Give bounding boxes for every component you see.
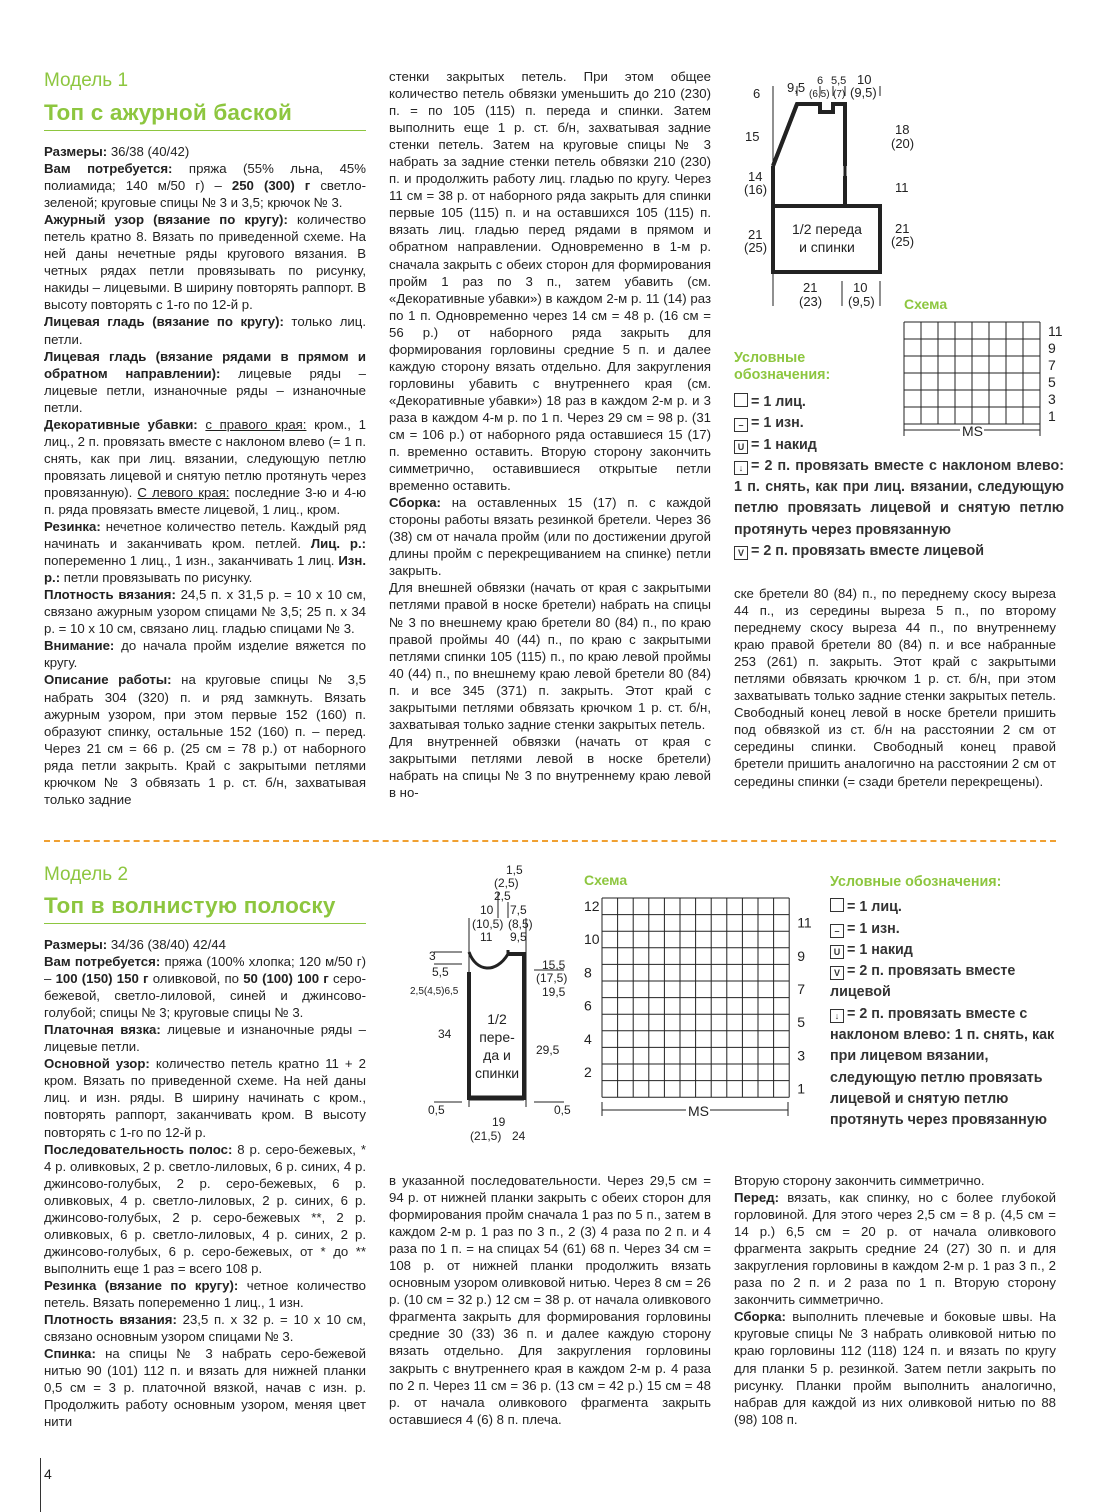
- row-number: 3: [1048, 391, 1056, 407]
- model1-label: Модель 1: [44, 70, 129, 91]
- svg-text:(21,5): (21,5): [470, 1129, 502, 1143]
- svg-text:9,5: 9,5: [510, 930, 527, 944]
- model1-legend-title: Условные обозначения:: [734, 350, 831, 383]
- svg-text:1/2: 1/2: [487, 1011, 507, 1027]
- model2-legend-item: U = 1 накид: [830, 940, 1056, 961]
- svg-text:34: 34: [438, 1027, 452, 1041]
- knit-two-together-icon: V: [830, 966, 844, 980]
- svg-text:3: 3: [429, 949, 436, 963]
- paragraph: стенки закрытых петель. При этом общее количество петель обвязки уменьшить до 210 (230) п. = по 105 (115) п. переда и спинки. Затем выполнить еще 1 р. ст. б/н, захватывая задние стенки петель. Затем на круговые спицы № 3 набрать за задние стенки петель обвязки 210 (230) п. и продолжить работу лиц. гладью по кругу. Через 11 см = 38 р. от наборного ряда закрыть для спинки первые 105 (115) п. и на оставшихся 105 (115) п. вязать лиц. гладью перед рядами в прямом и обратном направлении. Одновременно в 1-м р. сначала закрыть с обеих сторон для формирования пройм 1 раз по 3 п., затем убавить (см. «Декоративные убавки») в каждом 2-м р. 11 (14) раз по 1 п. Одновременно через 14 см = 48 р. (16 см = 56 р.) от наборного ряда закрыть для формирования горловины средние 5 п. и далее каждую сторону вязать отдельно. Для закругления горловины убавить с внутреннего края (см. «Декоративные убавки») 18 раз в каждом 2-м р. и 3 раза в каждом 4-м р. по 1 п. Через 29 см = 98 р. (31 см = 106 р.) от наборного ряда оставшиеся 15 (17) п. временно оставить. Вторую сторону закончить симметрично, оставившиеся открытые петли временно оставить.: [389, 69, 711, 494]
- model1-legend: [734, 350, 1064, 562]
- model2-title: Топ в волнистую полоску: [44, 893, 336, 918]
- svg-text:15,5: 15,5: [542, 958, 566, 972]
- knit-icon: [830, 898, 844, 912]
- svg-text:2,5: 2,5: [494, 889, 511, 903]
- knit-two-together-icon: V: [734, 546, 748, 560]
- paragraph: Лицевая гладь (вязание по кругу): только лиц. петли.: [44, 314, 366, 347]
- paragraph: Плотность вязания: 23,5 п. х 32 р. = 10 х 10 см, связано основным узором спицами № 3.: [44, 1312, 366, 1345]
- row-number-left: 2: [584, 1064, 592, 1080]
- svg-text:18: 18: [895, 122, 910, 137]
- model2-col3: [734, 1172, 1056, 1428]
- svg-text:и спинки: и спинки: [799, 239, 855, 255]
- svg-text:(9,5): (9,5): [850, 85, 877, 100]
- svg-text:14: 14: [748, 169, 763, 184]
- model2-scheme-grid: [582, 892, 812, 1122]
- svg-text:(10,5): (10,5): [472, 917, 504, 931]
- page-edge-mark: [40, 1458, 41, 1512]
- row-number-left: 4: [584, 1030, 592, 1047]
- model2-scheme-title: Схема: [584, 872, 628, 888]
- knit-icon: [734, 393, 748, 407]
- row-number-right: 9: [797, 947, 805, 964]
- model1-col2: [389, 68, 711, 801]
- model1-scheme-title: Схема: [904, 296, 948, 312]
- svg-text:(25): (25): [891, 234, 915, 249]
- row-number: 5: [1048, 374, 1056, 390]
- paragraph: Перед: вязать, как спинку, но с более глубокой горловиной. Для этого через 2,5 см = 8 р. (4,5 см = 14 р.) 6,5 см = 20 р. от начала оливкового фрагмента закрыть средние 24 (27) 30 п. и для закругления горловины в каждом 2-м р. 1 раз 3 п., 2 раза по 2 п. и 2 раза по 1 п. Вторую сторону закончить симметрично.: [734, 1190, 1056, 1308]
- paragraph: Ажурный узор (вязание по кругу): количество петель кратно 8. Вязать по приведенной схеме. На ней даны нечетные ряды кругового вязания. В четных рядах петли провязывать по рисунку, накиды – лицевыми. В ширину повторять раппорт. В высоту повторять с 1-го по 12-й р.: [44, 212, 366, 313]
- paragraph: Описание работы: на круговые спицы № 3,5 набрать 304 (320) п. и ряд замкнуть. Вязать ажурным узором, при этом первые 152 (160) п. образуют спинку, остальные 152 (160) п. – перед. Через 21 см = 66 р. (25 см = 78 р.) от наборного ряда петли закрыть. Край с закрытыми петлями крючком № 3 обвязать 1 р. ст. б/н, захватывая только задние: [44, 672, 367, 807]
- row-number-right: 5: [797, 1014, 805, 1031]
- paragraph: ске бретели 80 (84) п., по переднему скосу выреза 44 п., из середины выреза 5 п., по второму переднему скосу выреза 44 п., по внутреннему краю правой бретели 80 (84) п. и все набранные 253 (261) п. закрыть. Этот край с закрытыми петлями обвязать крючком 1 р. ст. б/н, при этом захватывать только задние стенки закрытых петель. Свободный конец левой в носке бретели пришить под обвязкой из ст. б/н на расстоянии 2 см от середины спинки. Свободный конец правой бретели пришить аналогично на расстоянии 2 см от середины спинки (= сзади бретели перекрещены).: [734, 586, 1056, 789]
- svg-text:21: 21: [803, 280, 818, 295]
- svg-text:пере-: пере-: [479, 1029, 515, 1045]
- svg-text:11: 11: [480, 930, 493, 944]
- row-number: 7: [1048, 357, 1056, 373]
- svg-text:5,5: 5,5: [432, 965, 449, 979]
- paragraph: в указанной последовательности. Через 29,5 см = 94 р. от нижней планки закрыть с обеих сторон для формирования пройм сначала 1 раз по 5 п., затем в каждом 2-м р. 1 раз по 3 п., 2 (3) 4 раза по 2 п. и 4 раза по 1 п. = на спицах 54 (61) 68 п. Через 34 см = 108 р. от нижней планки продолжить вязать основным узором оливковой нитью. Через 8 см = 26 р. (10 см = 32 р.) 12 см = 38 р. от начала оливкового фрагмента закрыть для формирования горловины средние 30 (33) 36 п. и далее каждую сторону вязать отдельно. Для закругления горловины закрыть с внутреннего края в каждом 2-м р. 4 раза по 2 п. Через 11 см = 36 р. (13 см = 42 р.) 15 см = 48 р. от начала оливкового фрагмента закрыть оставшиеся 4 (6) 8 п. плеча.: [389, 1173, 711, 1427]
- paragraph: Размеры: 36/38 (40/42): [44, 144, 190, 159]
- model1-legend-item: U = 1 накид: [734, 435, 1064, 456]
- paragraph: Основной узор: количество петель кратно 11 + 2 кром. Вязать по приведенной схеме. На ней даны лиц. и изн. ряды. В ширину начинать с кром., повторять раппорт, заканчивать кром. В высоту повторять с 1-го по 12-й р.: [44, 1056, 366, 1140]
- paragraph: Внимание: до начала пройм изделие вяжется по кругу.: [44, 638, 366, 671]
- model2-ms-label: MS: [688, 1103, 709, 1119]
- decrease-left-icon: ↓: [734, 461, 748, 475]
- row-number: 9: [1048, 340, 1056, 356]
- decrease-left-icon: ↓: [830, 1009, 844, 1023]
- model2-legend-item: = 1 лиц.: [830, 897, 1056, 918]
- svg-text:10: 10: [480, 903, 494, 917]
- model1-title: Топ с ажурной баской: [44, 100, 292, 125]
- row-number-right: 7: [797, 981, 805, 997]
- section-divider: [44, 840, 1056, 842]
- svg-text:0,5: 0,5: [428, 1103, 445, 1117]
- paragraph: Резинка (вязание по кругу): четное количество петель. Вязать попеременно 1 лиц., 1 изн.: [44, 1277, 366, 1310]
- paragraph: Лицевая гладь (вязание рядами в прямом и обратном направлении): лицевые ряды – лицевые петли, изнаночные ряды – изнаночные петли.: [44, 348, 366, 415]
- page-number: 4: [44, 1466, 52, 1482]
- row-number: 11: [1048, 323, 1063, 339]
- svg-text:10: 10: [857, 72, 872, 87]
- model1-ms-label: MS: [962, 423, 983, 439]
- svg-text:(25): (25): [744, 240, 768, 255]
- svg-text:19: 19: [492, 1115, 506, 1129]
- model2-pattern-diagram: [410, 862, 584, 1147]
- paragraph: Декоративные убавки: с правого края: кром., 1 лиц., 2 п. провязать вместе с наклоном влево (= 1 п. снять, как при лиц. вязании, следующую петлю провязать лицевой и снятую петлю протянуть через провязанную). С левого края: последние 3-ю и 4-ю п. ряда провязать вместе лицевой, 1 лиц., кром.: [44, 416, 366, 517]
- model1-legend-item: ↓ = 2 п. провязать вместе с наклоном влево: 1 п. снять, как при лиц. вязании, следующую петлю провязать лицевой и снятую петлю протянуть через провязанную: [734, 457, 1064, 538]
- paragraph: Спинка: на спицы № 3 набрать серо-бежевой нитью 90 (101) 112 п. и вязать для нижней планки 0,5 см = 3 р. платочной вязкой, начав с изн. р. Продолжить работу основным узором, меняя цвет нити: [44, 1346, 366, 1430]
- paragraph: Вам потребуется: пряжа (55% льна, 45% полиамида; 140 м/50 г) – 250 (300) г светло-зеленой; круговые спицы № 3 и 3,5; крючок № 3.: [44, 161, 366, 211]
- paragraph: Размеры: 34/36 (38/40) 42/44: [44, 937, 226, 952]
- svg-text:да и: да и: [483, 1047, 511, 1063]
- model2-legend-title: Условные обозначения:: [830, 874, 1002, 890]
- yarn-over-icon: U: [830, 945, 844, 959]
- svg-text:(17,5): (17,5): [536, 971, 568, 985]
- svg-text:0,5: 0,5: [554, 1103, 571, 1117]
- m1-dim-6: 6: [753, 86, 761, 101]
- model2-label: Модель 2: [44, 864, 129, 885]
- svg-text:1/2 переда: 1/2 переда: [792, 221, 862, 237]
- svg-text:спинки: спинки: [474, 1065, 520, 1081]
- svg-text:(7): (7): [833, 89, 846, 100]
- model2-legend: [830, 872, 1056, 1132]
- svg-text:19,5: 19,5: [542, 985, 566, 999]
- svg-text:21: 21: [748, 227, 763, 242]
- row-number: 1: [1048, 408, 1056, 424]
- yarn-over-icon: U: [734, 440, 748, 454]
- svg-text:(16): (16): [744, 182, 768, 197]
- model2-col2: [389, 1172, 711, 1428]
- paragraph: Сборка: на оставленных 15 (17) п. с каждой стороны работы вязать резинкой бретели. Через 36 (38) см от начала пройм (или по достижении другой длины пройм с перекрещиванием на спинке) петли закрыть.: [389, 495, 711, 579]
- svg-text:6: 6: [817, 75, 824, 87]
- paragraph: Для внешней обвязки (начать от края с закрытыми петлями правой в носке бретели) набрать на спицы № 3 по внешнему краю бретели 80 (84) п., по краю правой проймы 40 (44) п., по краю с закрытыми петлями спинки 105 (115) п., по краю левой проймы 40 (44) п., по внешнему краю левой бретели 80 (84) п. и все 345 (371) п. закрыть. Этот край с закрытыми петлями обвязать крючком 1 р. ст. б/н, захватывая только задние стенки закрытых петель.: [389, 580, 711, 732]
- svg-text:21: 21: [895, 221, 910, 236]
- svg-text:5,5: 5,5: [831, 75, 847, 87]
- svg-text:24: 24: [512, 1129, 526, 1143]
- m1-dim-95: 9,5: [787, 80, 806, 95]
- model1-pattern-diagram: [735, 66, 925, 316]
- paragraph: Плотность вязания: 24,5 п. х 31,5 р. = 10 х 10 см, связано ажурным узором спицами № 3,5; 25 п. х 34 р. = 10 х 10 см, связано лиц. гладью спицами № 3.: [44, 587, 366, 637]
- row-number-right: 3: [797, 1047, 805, 1064]
- model2-legend-item: ↓ = 2 п. провязать вместе с наклоном влево: 1 п. снять, как при лицевом вязании, следующую петлю провязать лицевой и снятую петлю протянуть через провязанную: [830, 1005, 1055, 1129]
- model2-col1: [44, 936, 366, 1430]
- svg-text:(20): (20): [891, 136, 915, 151]
- row-number-left: 6: [584, 997, 592, 1014]
- paragraph: Резинка: нечетное количество петель. Каждый ряд начинать и заканчивать кром. петлей. Лиц. р.: попеременно 1 лиц., 1 изн., заканчивать 1 лиц. Изн. р.: петли провязывать по рисунку.: [44, 519, 367, 586]
- model1-legend-item: V = 2 п. провязать вместе лицевой: [734, 541, 1064, 562]
- svg-text:(6,5): (6,5): [809, 89, 830, 100]
- row-number-left: 10: [584, 931, 600, 948]
- svg-text:11: 11: [895, 180, 909, 195]
- model2-legend-item: – = 1 изн.: [830, 919, 1056, 940]
- row-number-left: 12: [584, 898, 600, 914]
- svg-text:(2,5): (2,5): [494, 876, 519, 890]
- purl-icon: –: [830, 924, 844, 938]
- svg-text:(9,5): (9,5): [848, 294, 875, 309]
- svg-text:7,5: 7,5: [510, 903, 527, 917]
- model1-col1: [44, 143, 366, 808]
- purl-icon: –: [734, 418, 748, 432]
- paragraph: Платочная вязка: лицевые и изнаночные ряды – лицевые петли.: [44, 1022, 366, 1055]
- row-number-right: 11: [797, 914, 812, 931]
- model1-legend-item: = 1 лиц.: [734, 392, 1064, 413]
- svg-text:1,5: 1,5: [506, 863, 523, 877]
- svg-text:(8,5): (8,5): [508, 917, 533, 931]
- model1-legend-item: – = 1 изн.: [734, 413, 1064, 434]
- row-number-right: 1: [797, 1080, 805, 1097]
- row-number-left: 8: [584, 964, 592, 981]
- paragraph: Сборка: выполнить плечевые и боковые швы. На круговые спицы № 3 набрать оливковой нитью по краю горловины 112 (118) 124 п. и вязать по кругу для планки 5 р. резинкой. Затем петли закрыть по рисунку. Планки пройм выполнить аналогично, набрав для каждой из них оливковой нитью по 88 (98) 108 п.: [734, 1309, 1056, 1427]
- paragraph: Вам потребуется: пряжа (100% хлопка; 120 м/50 г) – 100 (150) 150 г оливковой, по 50 (100) 100 г серо-бежевой, светло-лиловой, синей и джинсово-голубой; спицы № 3; круговые спицы № 3.: [44, 954, 366, 1021]
- model2-legend-item: V = 2 п. провязать вместе лицевой: [830, 963, 1016, 1001]
- model1-col3: [734, 585, 1056, 790]
- svg-text:29,5: 29,5: [536, 1043, 560, 1057]
- svg-text:10: 10: [853, 280, 868, 295]
- svg-text:2,5(4,5)6,5: 2,5(4,5)6,5: [410, 986, 459, 997]
- paragraph: Вторую сторону закончить симметрично.: [734, 1173, 985, 1188]
- svg-text:15: 15: [745, 129, 760, 144]
- model1-title-underline: [44, 130, 366, 131]
- paragraph: Для внутренней обвязки (начать от края с закрытыми петлями левой в носке бретели) набрать на спицы № 3 по внутреннему краю левой в но-: [389, 733, 711, 800]
- paragraph: Последовательность полос: 8 р. серо-бежевых, * 4 р. оливковых, 2 р. светло-лиловых, 6 р. синих, 4 р. джинсово-голубых, 2 р. серо-бежевых, 6 р. оливковых, 4 р. светло-лиловых, 2 р. синих, 6 р. джинсово-голубых, 2 р. серо-бежевых **, 2 р. оливковых, 6 р. светло-лиловых, 4 р. синих, 2 р. джинсово-голубых, 6 р. серо-бежевых, от * до ** выполнить еще 1 раз = всего 108 р.: [44, 1141, 366, 1276]
- svg-text:(23): (23): [799, 294, 823, 309]
- model2-title-underline: [44, 923, 366, 924]
